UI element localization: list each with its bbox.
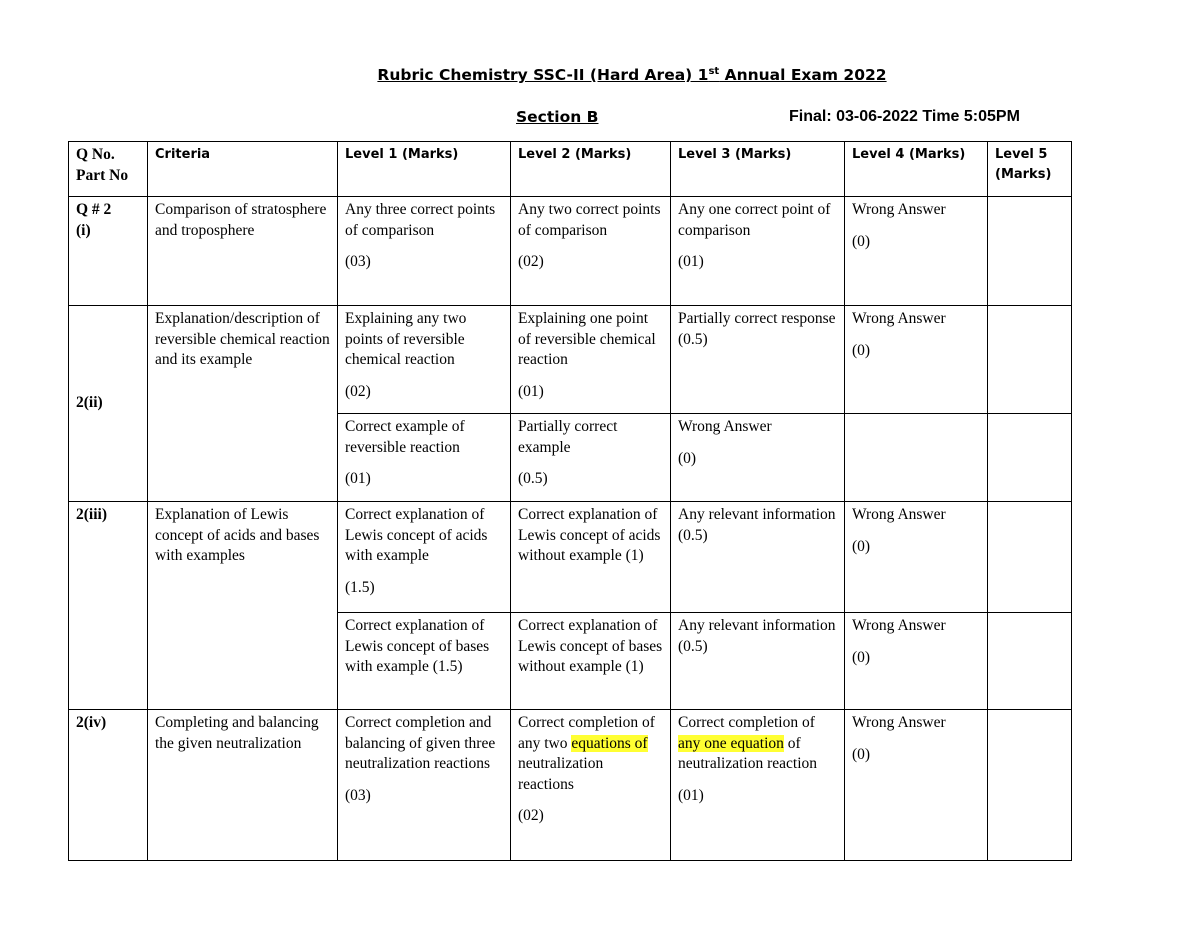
cell-level3: Correct completion of any one equation of neutralization reaction (01) <box>671 710 845 861</box>
cell-level5 <box>988 710 1072 861</box>
row-criteria: Explanation/description of reversible chemical reaction and its example <box>148 306 338 502</box>
cell-level3: Any relevant information (0.5) <box>671 502 845 613</box>
cell-level5 <box>988 502 1072 613</box>
cell-level2: Partially correct example (0.5) <box>511 414 671 502</box>
cell-level1: Explaining any two points of reversible chemical reaction (02) <box>338 306 511 414</box>
highlighted-text: equations of <box>571 734 648 752</box>
cell-level3: Any one correct point of comparison (01) <box>671 197 845 306</box>
cell-level1: Correct completion and balancing of given three neutralization reactions (03) <box>338 710 511 861</box>
highlighted-text: any one equation <box>678 734 784 752</box>
cell-level3: Wrong Answer (0) <box>671 414 845 502</box>
rubric-table <box>68 141 1072 861</box>
cell-level5 <box>988 613 1072 710</box>
cell-level1: Correct example of reversible reaction (01) <box>338 414 511 502</box>
row-criteria: Comparison of stratosphere and troposphere <box>148 197 338 306</box>
row-criteria: Completing and balancing the given neutralization <box>148 710 338 861</box>
cell-level4 <box>845 414 988 502</box>
cell-level2: Any two correct points of comparison (02) <box>511 197 671 306</box>
cell-level4: Wrong Answer (0) <box>845 710 988 861</box>
table-row <box>69 197 1072 306</box>
table-row <box>69 306 1072 414</box>
row-criteria: Explanation of Lewis concept of acids and bases with examples <box>148 502 338 710</box>
cell-level1: Any three correct points of comparison (03) <box>338 197 511 306</box>
cell-level5 <box>988 306 1072 414</box>
row-qno: 2(ii) <box>69 306 148 502</box>
table-row <box>69 502 1072 613</box>
page-title: Rubric Chemistry SSC-II (Hard Area) 1st Annual Exam 2022 <box>377 66 887 85</box>
cell-level4: Wrong Answer (0) <box>845 613 988 710</box>
header-qno: Q No. Part No <box>69 142 148 197</box>
cell-level4: Wrong Answer (0) <box>845 306 988 414</box>
cell-level1: Correct explanation of Lewis concept of acids with example (1.5) <box>338 502 511 613</box>
header-level5: Level 5 (Marks) <box>988 142 1072 197</box>
cell-level5 <box>988 414 1072 502</box>
header-level1: Level 1 (Marks) <box>338 142 511 197</box>
cell-level3: Partially correct response (0.5) <box>671 306 845 414</box>
row-qno: 2(iii) <box>69 502 148 710</box>
cell-level3: Any relevant information (0.5) <box>671 613 845 710</box>
cell-level2: Correct completion of any two equations of neutralization reactions (02) <box>511 710 671 861</box>
table-row <box>69 710 1072 861</box>
cell-level2: Explaining one point of reversible chemical reaction (01) <box>511 306 671 414</box>
header-level4: Level 4 (Marks) <box>845 142 988 197</box>
cell-level2: Correct explanation of Lewis concept of acids without example (1) <box>511 502 671 613</box>
cell-level5 <box>988 197 1072 306</box>
cell-level4: Wrong Answer (0) <box>845 197 988 306</box>
header-level2: Level 2 (Marks) <box>511 142 671 197</box>
row-qno: 2(iv) <box>69 710 148 861</box>
final-timestamp: Final: 03-06-2022 Time 5:05PM <box>789 108 1020 125</box>
section-label: Section B <box>516 108 599 126</box>
header-level3: Level 3 (Marks) <box>671 142 845 197</box>
row-qno: Q # 2 (i) <box>69 197 148 306</box>
table-header-row <box>69 142 1072 197</box>
cell-level1: Correct explanation of Lewis concept of bases with example (1.5) <box>338 613 511 710</box>
cell-level4: Wrong Answer (0) <box>845 502 988 613</box>
cell-level2: Correct explanation of Lewis concept of bases without example (1) <box>511 613 671 710</box>
header-criteria: Criteria <box>148 142 338 197</box>
